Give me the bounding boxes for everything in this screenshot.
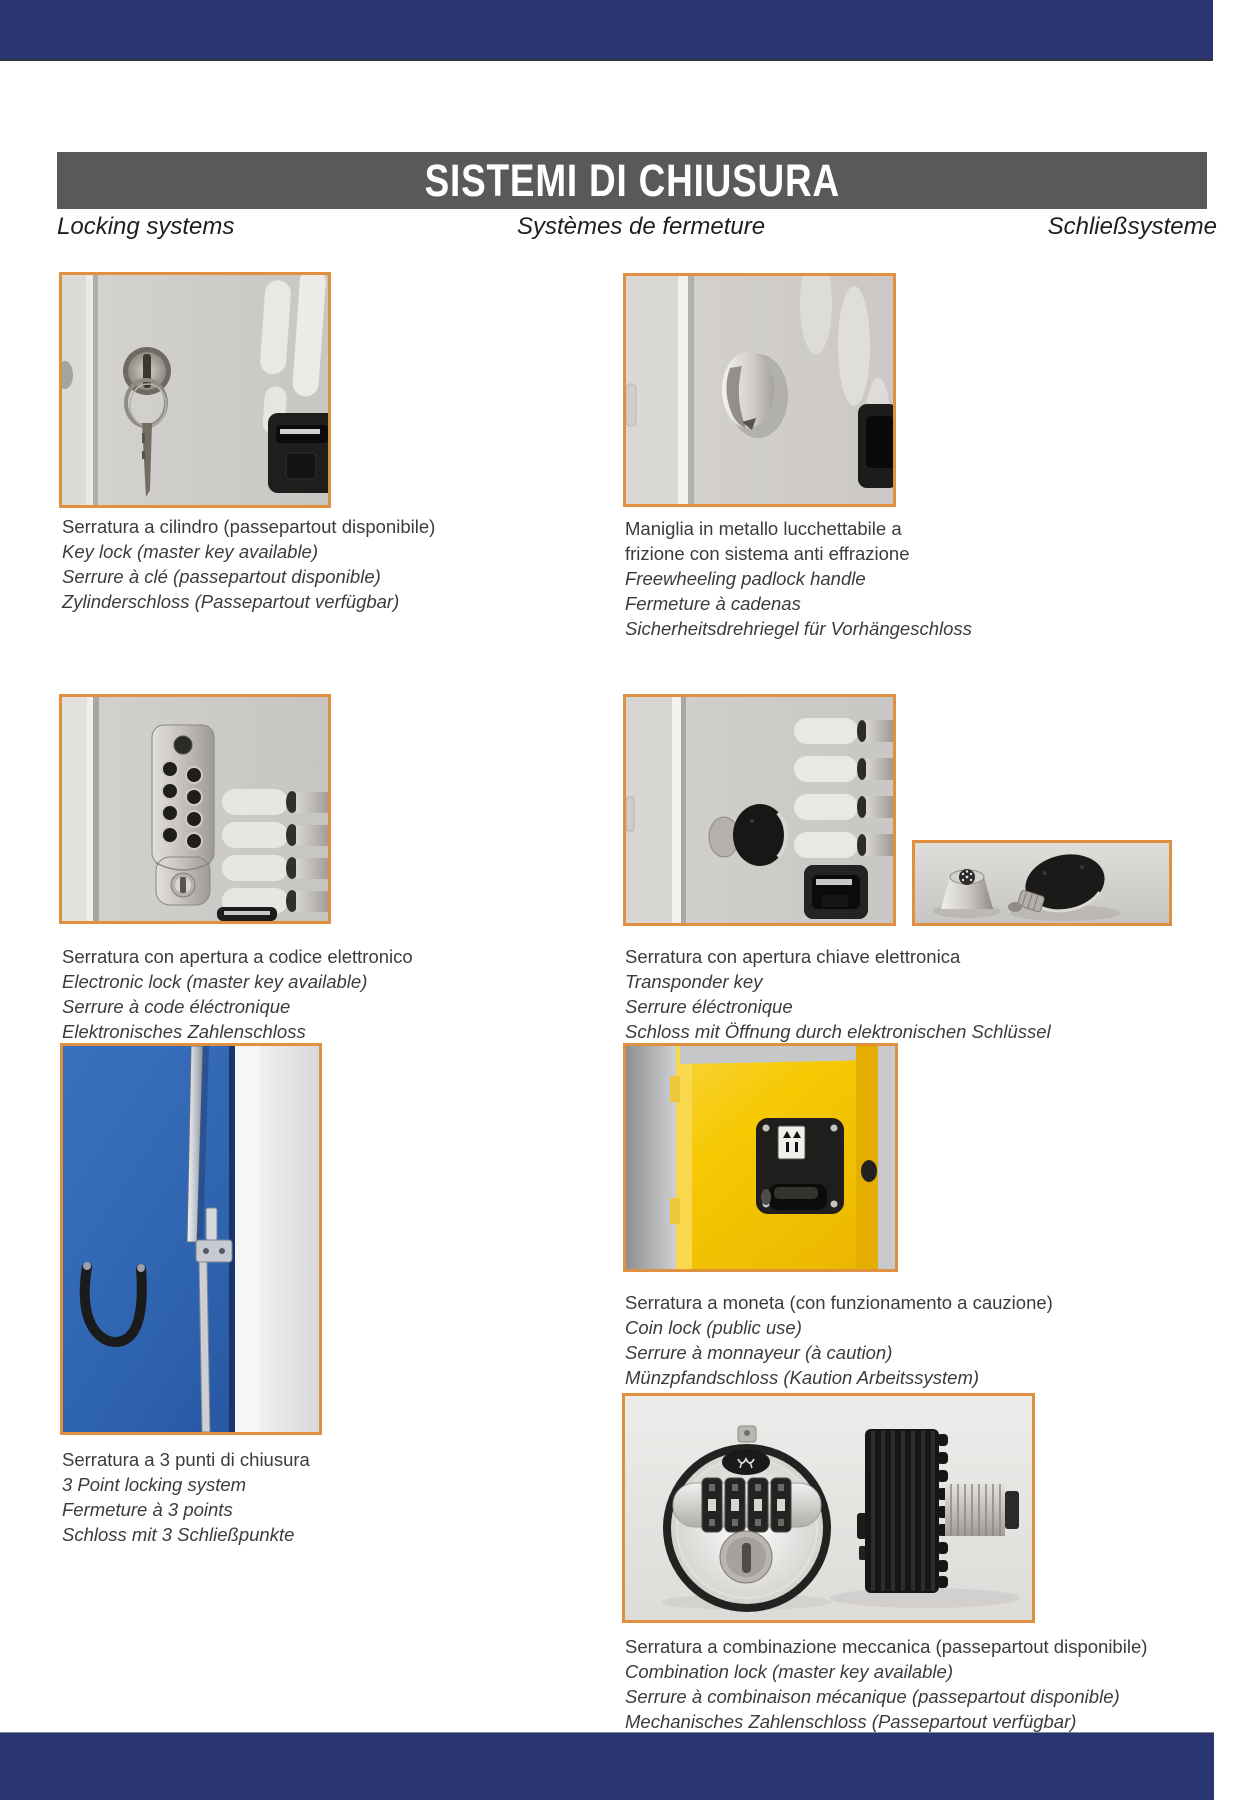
page-title: SISTEMI DI CHIUSURA [424,154,840,206]
three-point-lock-photo [60,1043,322,1435]
caption-line-it: Serratura a 3 punti di chiusura [62,1449,310,1470]
caption-line-it: Serratura a moneta (con funzionamento a cauzione) [625,1292,1053,1313]
top-banner [0,0,1213,61]
caption-line-de: Zylinderschloss (Passepartout verfügbar) [62,591,400,612]
caption-line-it: Serratura con apertura chiave elettronica [625,946,961,967]
subtitle-german: Schließsysteme [1047,213,1217,240]
caption-line-fr: Serrure à combinaison mécanique (passepartout disponible) [625,1686,1120,1707]
caption-line-fr: Serrure à code éléctronique [62,996,291,1017]
caption-line-it2: frizione con sistema anti effrazione [625,543,910,564]
caption-line-fr: Fermeture à cadenas [625,593,801,614]
caption-line-en: Coin lock (public use) [625,1317,802,1338]
caption-line-de: Sicherheitsdrehriegel für Vorhängeschloss [625,618,972,639]
caption-line-de: Schloss mit Öffnung durch elektronischen Schlüssel [625,1021,1051,1042]
caption-electronic-lock [62,944,413,1044]
caption-line-en: Freewheeling padlock handle [625,568,866,589]
caption-line-fr: Serrure à monnayeur (à caution) [625,1342,893,1363]
caption-line-de: Münzpfandschloss (Kaution Arbeitssystem) [625,1367,980,1388]
caption-line-en: Electronic lock (master key available) [62,971,368,992]
caption-line-fr: Fermeture à 3 points [62,1499,233,1520]
caption-padlock-handle [625,516,972,641]
padlock-handle-photo [623,273,896,507]
caption-line-en: 3 Point locking system [62,1474,247,1495]
caption-line-de: Mechanisches Zahlenschloss (Passepartout verfügbar) [625,1711,1077,1732]
caption-line-en: Combination lock (master key available) [625,1661,953,1682]
caption-line-en: Key lock (master key available) [62,541,319,562]
transponder-key-closeup-photo [912,840,1172,926]
caption-line-it: Serratura a combinazione meccanica (passepartout disponibile) [625,1636,1148,1657]
bottom-banner [0,1732,1214,1800]
combination-lock-photo [622,1393,1035,1623]
caption-combination-lock [625,1634,1147,1734]
caption-line-en: Transponder key [625,971,763,992]
caption-line-it: Serratura a cilindro (passepartout disponibile) [62,516,436,537]
coin-lock-photo [623,1043,898,1272]
caption-line-de: Schloss mit 3 Schließpunkte [62,1524,295,1545]
caption-line-fr: Serrure éléctronique [625,996,793,1017]
caption-line-it: Maniglia in metallo lucchettabile a [625,518,902,539]
subtitle-english: Locking systems [57,213,235,240]
section-title-bar [57,152,1207,209]
subtitle-french: Systèmes de fermeture [516,213,766,240]
caption-key-lock [62,514,435,614]
caption-coin-lock [625,1290,1053,1390]
caption-line-de: Elektronisches Zahlenschloss [62,1021,306,1042]
key-lock-photo [59,272,331,508]
caption-line-fr: Serrure à clé (passepartout disponible) [62,566,381,587]
transponder-lock-photo [623,694,896,926]
electronic-lock-photo [59,694,331,924]
caption-three-point-lock [62,1447,310,1547]
caption-transponder-lock [625,944,1051,1044]
subtitle-row [57,213,1217,241]
caption-line-it: Serratura con apertura a codice elettronico [62,946,413,967]
